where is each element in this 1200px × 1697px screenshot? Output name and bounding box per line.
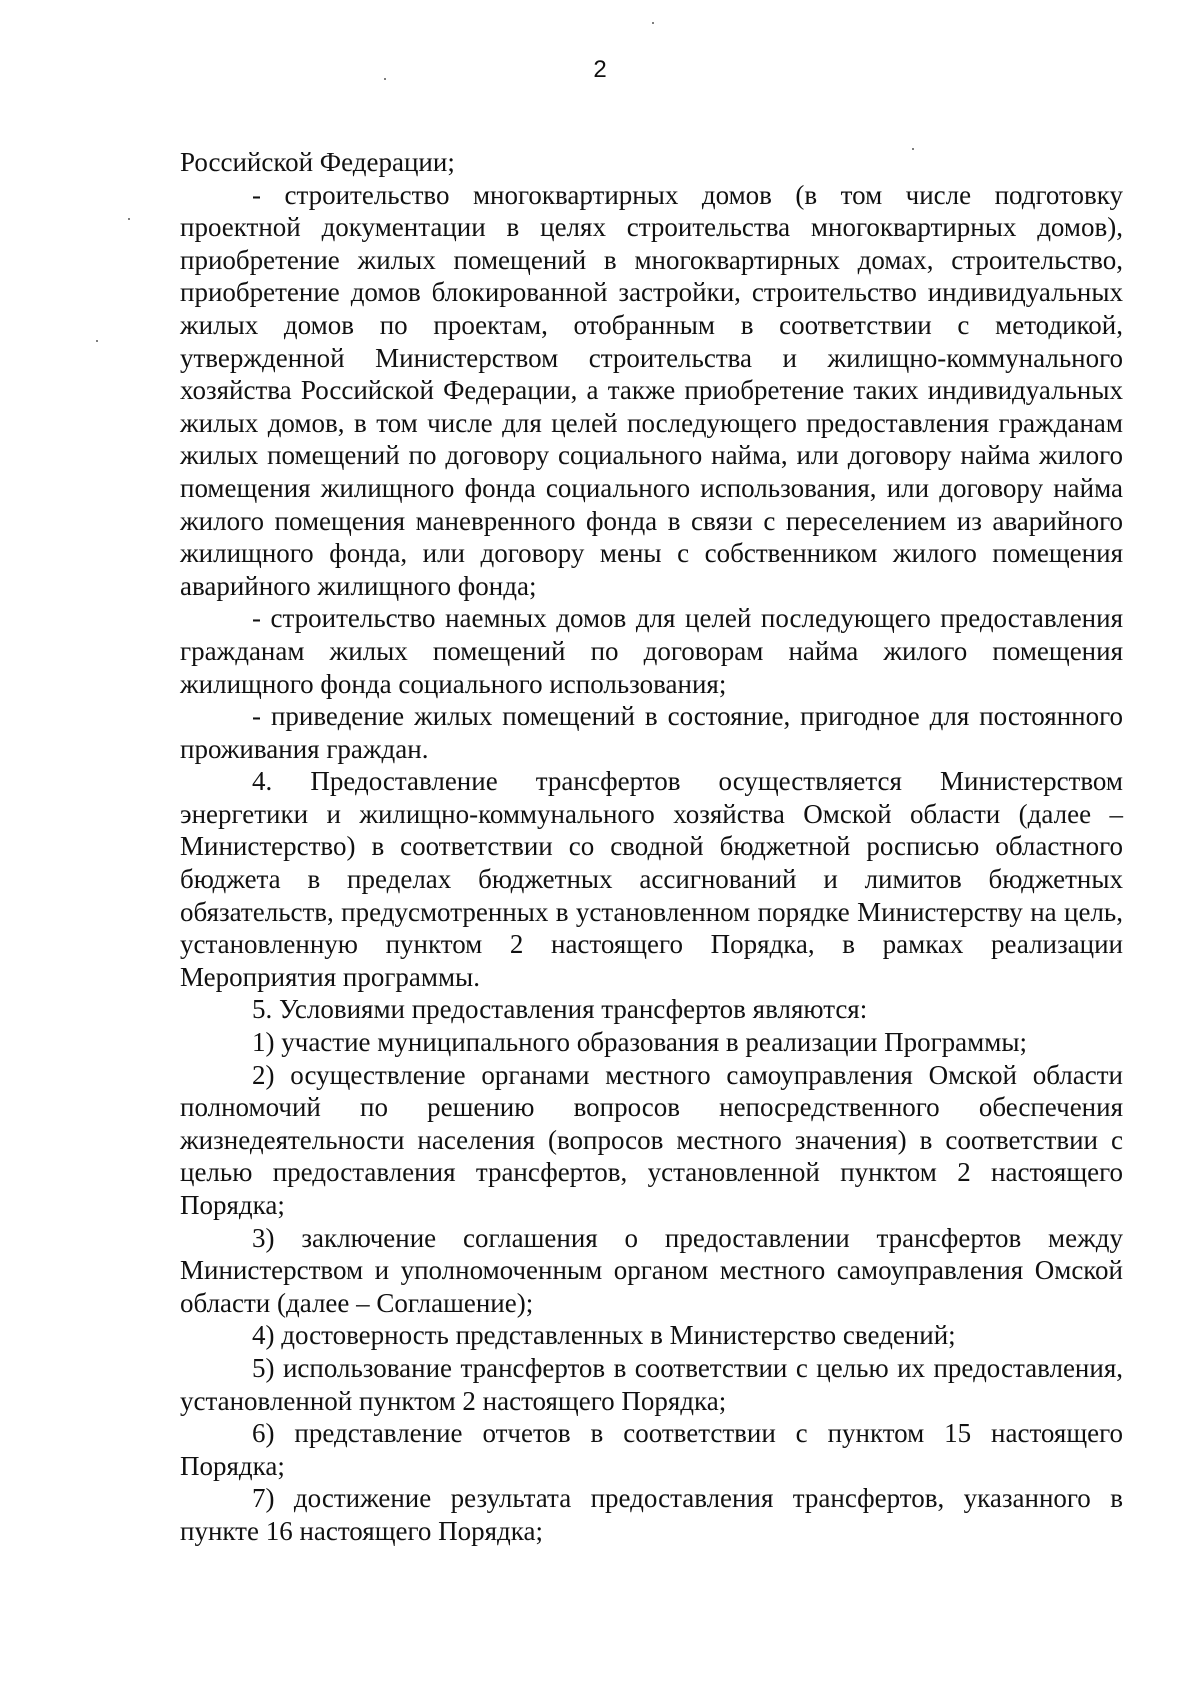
- body-text: [180, 146, 1123, 1548]
- scan-speck: [384, 78, 386, 80]
- scan-speck: [652, 22, 654, 24]
- paragraph: - строительство многоквартирных домов (в том числе подготовку проектной документации в целях строительства многоквартирных домов), приобретение жилых помещений в многоквартирных домах, строительство, приобретение домов блокированной застройки, строительство индивидуальных жилых домов по проектам, отобранным в соответствии с методикой, утвержденной Министерством строительства и жилищно-коммунального хозяйства Российской Федерации, а также приобретение таких индивидуальных жилых домов, в том числе для целей последующего предоставления гражданам жилых помещений по договору социального найма, или договору найма жилого помещения жилищного фонда социального использования, или договору найма жилого помещения маневренного фонда в связи с переселением из аварийного жилищного фонда, или договору мены с собственником жилого помещения аварийного жилищного фонда;: [180, 179, 1123, 601]
- scan-speck: [96, 340, 98, 342]
- paragraph: 3) заключение соглашения о предоставлении трансфертов между Министерством и уполномоченным органом местного самоуправления Омской области (далее – Соглашение);: [180, 1222, 1123, 1318]
- paragraph: 5) использование трансфертов в соответствии с целью их предоставления, установленной пунктом 2 настоящего Порядка;: [180, 1352, 1123, 1416]
- paragraph: 4. Предоставление трансфертов осуществляется Министерством энергетики и жилищно-коммунального хозяйства Омской области (далее – Министерство) в соответствии со сводной бюджетной росписью областного бюджета в пределах бюджетных ассигнований и лимитов бюджетных обязательств, предусмотренных в установленном порядке Министерству на цель, установленную пунктом 2 настоящего Порядка, в рамках реализации Мероприятия программы.: [180, 766, 1123, 992]
- paragraph: 7) достижение результата предоставления трансфертов, указанного в пункте 16 настоящего Порядка;: [180, 1483, 1123, 1546]
- paragraph: 5. Условиями предоставления трансфертов являются:: [252, 994, 868, 1025]
- paragraph: - строительство наемных домов для целей последующего предоставления гражданам жилых помещений по договорам найма жилого помещения жилищного фонда социального использования;: [180, 603, 1123, 699]
- paragraph: Российской Федерации;: [180, 147, 455, 177]
- paragraph: 1) участие муниципального образования в реализации Программы;: [252, 1027, 1027, 1058]
- paragraph: 4) достоверность представленных в Министерство сведений;: [252, 1320, 956, 1351]
- paragraph: - приведение жилых помещений в состояние, пригодное для постоянного проживания граждан.: [180, 701, 1123, 764]
- scan-speck: [128, 218, 130, 220]
- paragraph: 6) представление отчетов в соответствии с пунктом 15 настоящего Порядка;: [180, 1418, 1123, 1481]
- paragraph: 2) осуществление органами местного самоуправления Омской области полномочий по решению вопросов непосредственного обеспечения жизнедеятельности населения (вопросов местного значения) в соответствии с целью предоставления трансфертов, установленной пунктом 2 настоящего Порядка;: [180, 1059, 1123, 1220]
- page-number: 2: [593, 56, 607, 83]
